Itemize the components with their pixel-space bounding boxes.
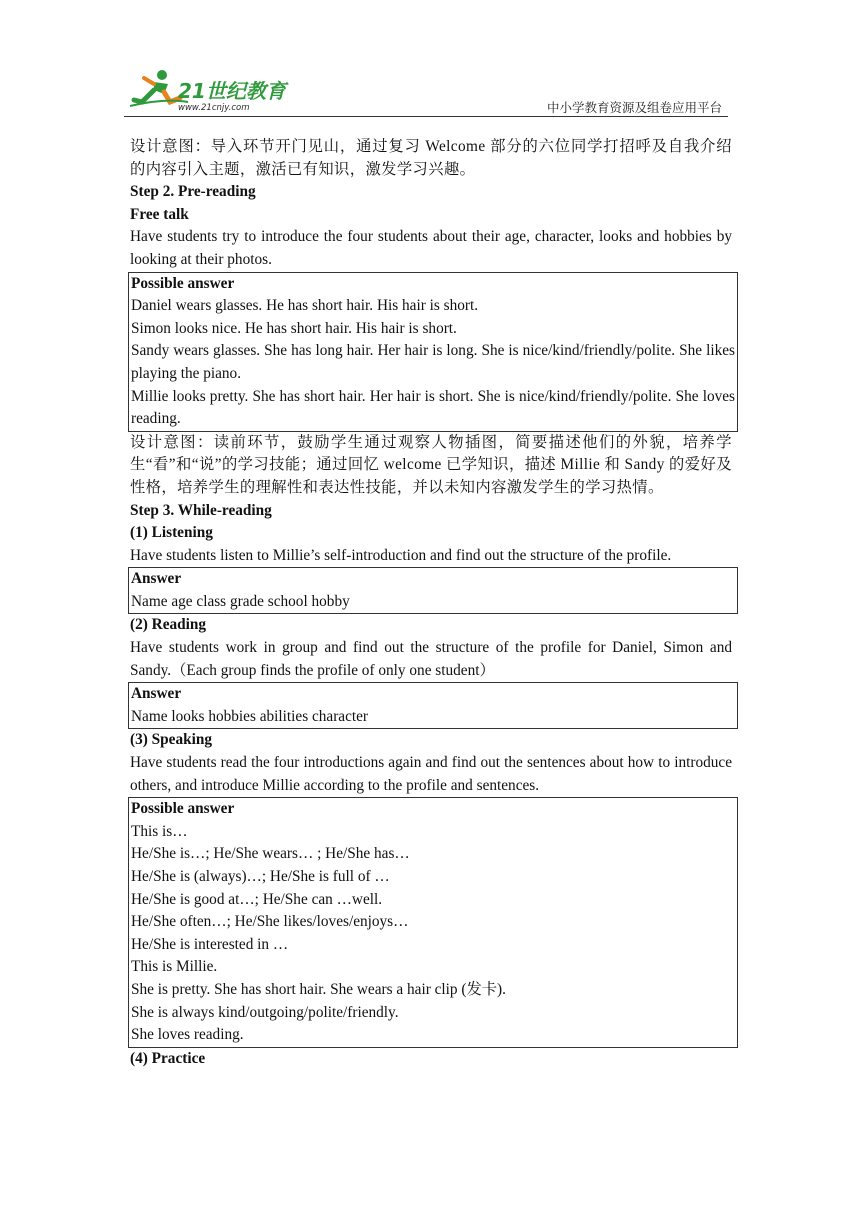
answer-box-2 — [128, 567, 738, 614]
free-talk-paragraph: Have students try to introduce the four students about their age, character, looks and hobbies by looking at their photos. — [130, 228, 732, 268]
box-line: This is Millie. — [131, 958, 218, 976]
step2-heading: Step 2. Pre-reading — [130, 183, 256, 201]
practice-heading: (4) Practice — [130, 1049, 206, 1067]
reading-heading: (2) Reading — [130, 616, 207, 634]
free-talk-heading: Free talk — [130, 205, 189, 223]
box-line: She is pretty. She has short hair. She wears a hair clip (发卡). — [131, 980, 506, 998]
speaking-paragraph: Have students read the four introductions again and find out the sentences about how to introduce others, and introduce Millie according to the profile and sentences. — [130, 754, 732, 794]
step3-heading: Step 3. While-reading — [130, 501, 272, 519]
box-line: He/She is…; He/She wears… ; He/She has… — [131, 845, 410, 863]
box-line: Daniel wears glasses. He has short hair. His hair is short. — [131, 297, 479, 315]
logo-url-text: www.21cnjy.com — [178, 103, 250, 112]
box-line: He/She is (always)…; He/She is full of … — [131, 868, 390, 885]
box-line: She is always kind/outgoing/polite/friendly. — [131, 1003, 399, 1021]
box-line: Millie looks pretty. She has short hair. Her hair is short. She is nice/kind/friendly/polite. She loves reading. — [131, 387, 735, 428]
possible-answer-box-1 — [128, 272, 738, 432]
listening-paragraph: Have students listen to Millie’s self-introduction and find out the structure of the profile. — [130, 546, 672, 564]
box-line: Name age class grade school hobby — [131, 592, 350, 610]
page-header — [124, 66, 728, 118]
box-line: He/She often…; He/She likes/loves/enjoys… — [131, 913, 409, 931]
speaking-heading: (3) Speaking — [130, 731, 213, 749]
box-title: Possible answer — [131, 274, 235, 292]
design-intent-paragraph-2: 设计意图：读前环节，鼓励学生通过观察人物插图，简要描述他们的外貌，培养学生“看”和“说”的学习技能；通过回忆 welcome 已学知识，描述 Millie 和 Sandy 的爱好及性格，培养学生的理解性和表达性技能，并以未知内容激发学生的学习热情。 — [130, 433, 732, 496]
box-line: He/She is good at…; He/She can …well. — [131, 890, 383, 908]
listening-heading: (1) Listening — [130, 524, 213, 542]
box-title: Answer — [131, 685, 182, 703]
reading-paragraph: Have students work in group and find out the structure of the profile for Daniel, Simon and Sandy.（Each group finds the profile of only one student） — [130, 639, 732, 679]
design-intent-paragraph-1: 设计意图：导入环节开门见山，通过复习 Welcome 部分的六位同学打招呼及自我介绍的内容引入主题，激活已有知识，激发学习兴趣。 — [130, 138, 732, 178]
header-divider — [124, 116, 728, 117]
answer-box-3 — [128, 682, 738, 729]
header-platform-text: 中小学教育资源及组卷应用平台 — [546, 100, 722, 115]
box-line: This is… — [131, 822, 188, 840]
box-line: She loves reading. — [131, 1026, 244, 1044]
brand-logo — [124, 68, 294, 112]
logo-text: 21世纪教育 — [178, 79, 286, 103]
box-line: He/She is interested in … — [131, 935, 289, 953]
box-title: Possible answer — [131, 800, 235, 818]
document-body — [130, 136, 735, 1070]
box-title: Answer — [131, 570, 182, 588]
box-line: Simon looks nice. He has short hair. His hair is short. — [131, 319, 457, 337]
possible-answer-box-4 — [128, 797, 738, 1048]
box-line: Sandy wears glasses. She has long hair. Her hair is long. She is nice/kind/friendly/polite. She likes playing the piano. — [131, 342, 735, 382]
box-line: Name looks hobbies abilities character — [131, 707, 369, 725]
